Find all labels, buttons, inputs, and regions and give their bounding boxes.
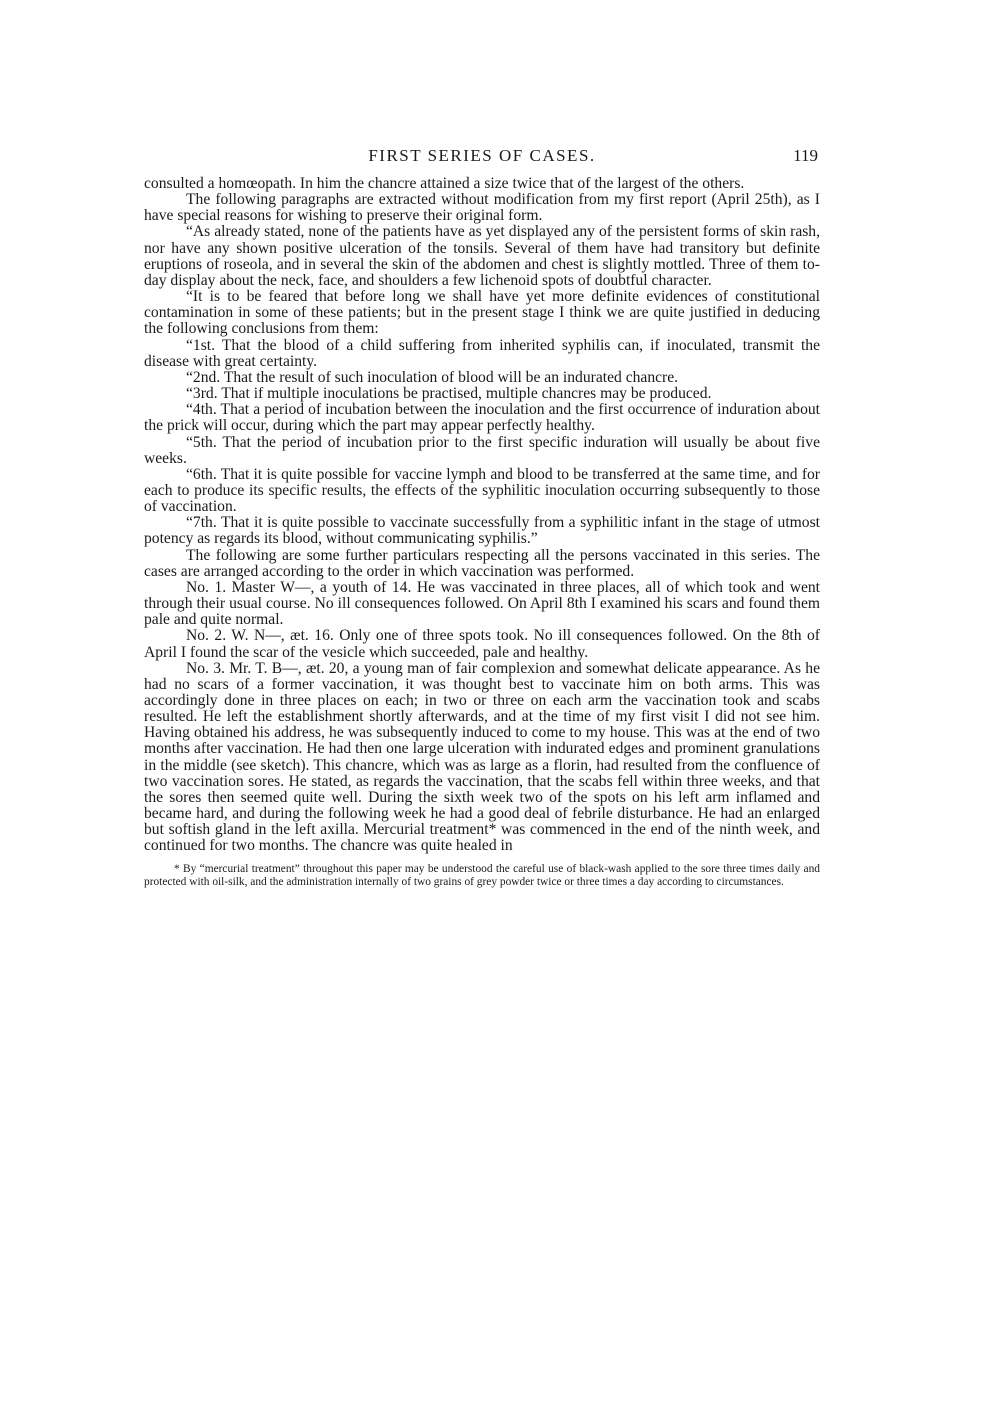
conclusion-4th: “4th. That a period of incubation between the inoculation and the first occurrence of induration about the prick will occur, during which the part may appear perfectly healthy.	[144, 401, 820, 435]
paragraph-continuation: consulted a homœopath. In him the chancre attained a size twice that of the largest of the others.	[144, 175, 745, 192]
conclusion-1st: “1st. That the blood of a child suffering from inherited syphilis can, if inoculated, transmit the disease with great certainty.	[144, 336, 820, 370]
footnote-text: * By “mercurial treatment” throughout this paper may be understood the careful use of black-wash applied to the sore three times daily and protected with oil-silk, and the administration internally of two grains of grey powder twice or three times a day according to circumstances.	[144, 862, 820, 888]
case-no-2: No. 2. W. N—, æt. 16. Only one of three spots took. No ill consequences followed. On the 8th of April I found the scar of the vesicle which succeeded, pale and healthy.	[144, 627, 820, 661]
conclusion-6th: “6th. That it is quite possible for vaccine lymph and blood to be transferred at the same time, and for each to produce its specific results, the effects of the syphilitic inoculation occurring subsequently to those of vaccination.	[144, 465, 820, 516]
paragraph-intro: The following paragraphs are extracted without modification from my first report (April 25th), as I have special reasons for wishing to preserve their original form.	[144, 191, 820, 225]
paragraph-quote-observations: “As already stated, none of the patients have as yet displayed any of the persistent forms of skin rash, nor have any shown positive ulceration of the tonsils. Several of them have had transitory but definite eruptions of roseola, and in several the skin of the abdomen and chest is slightly mottled. Three of them to-day display about the neck, face, and shoulders a few lichenoid spots of doubtful character.	[144, 223, 820, 289]
page	[144, 140, 820, 889]
case-no-1: No. 1. Master W—, a youth of 14. He was vaccinated in three places, all of which took and went through their usual course. No ill consequences followed. On April 8th I examined his scars and found them pale and quite normal.	[144, 578, 820, 629]
case-no-3: No. 3. Mr. T. B—, æt. 20, a young man of fair complexion and somewhat delicate appearance. As he had no scars of a former vaccination, it was thought best to vaccinate him on both arms. This was accordingly done in three places on each; in two or three on each arm the vaccination took and scabs resulted. He left the establishment shortly afterwards, and at the time of my first visit I did not see him. Having obtained his address, he was subsequently induced to come to my house. This was at the end of two months after vaccination. He had then one large ulceration with indurated edges and prominent granulations in the middle (see sketch). This chancre, which was as large as a florin, had resulted from the confluence of two vaccination sores. He stated, as regards the vaccination, that the scabs fell within three weeks, and that the sores then seemed quite well. During the sixth week two of the spots on his left arm inflamed and became hard, and during the following week he had a good deal of febrile disturbance. He had an enlarged but softish gland in the left axilla. Mercurial treatment* was commenced in the end of the ninth week, and continued for two months. The chancre was quite healed in	[144, 659, 820, 855]
conclusion-5th: “5th. That the period of incubation prior to the first specific induration will usually be about five weeks.	[144, 433, 820, 467]
paragraph-particulars: The following are some further particulars respecting all the persons vaccinated in this series. The cases are arranged according to the order in which vaccination was performed.	[144, 546, 820, 580]
footnote	[144, 863, 820, 889]
running-title: FIRST SERIES OF CASES.	[368, 146, 596, 165]
paragraph-quote-conclusions: “It is to be feared that before long we shall have yet more definite evidences of constitutional contamination in some of these patients; but in the present stage I think we are quite justified in deducing the following conclusions from them:	[144, 288, 820, 338]
body-text	[144, 176, 820, 855]
page-number: 119	[793, 146, 818, 165]
conclusion-2nd: “2nd. That the result of such inoculation of blood will be an indurated chancre.	[186, 368, 679, 386]
running-head	[144, 140, 820, 176]
conclusion-3rd: “3rd. That if multiple inoculations be practised, multiple chancres may be produced.	[186, 385, 712, 403]
conclusion-7th: “7th. That it is quite possible to vaccinate successfully from a syphilitic infant in the stage of utmost potency as regards its blood, without communicating syphilis.”	[144, 514, 820, 548]
